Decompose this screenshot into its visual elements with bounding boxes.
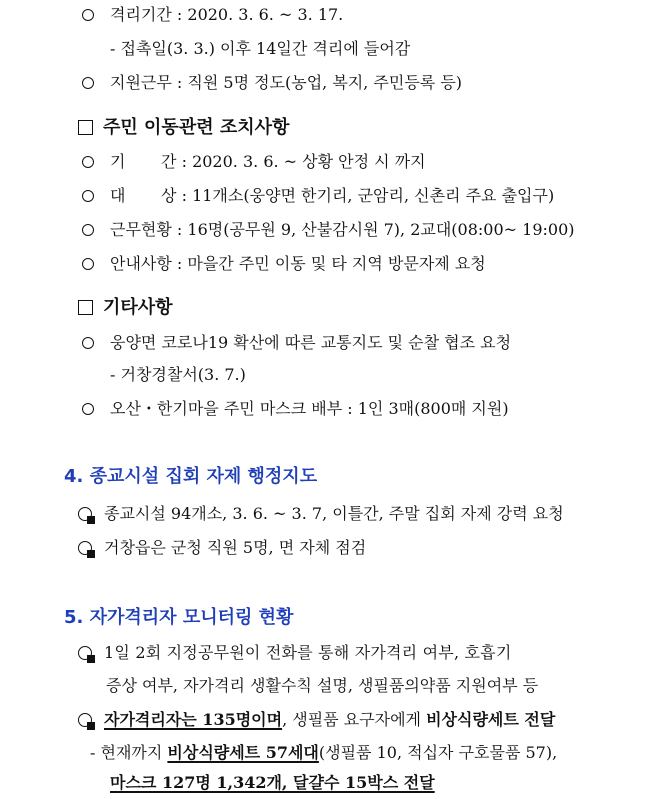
circle-bullet-icon (82, 77, 94, 89)
geochang-check-line: 거창읍은 군청 직원 5명, 면 자체 점검 (78, 538, 366, 558)
support-duty-line (82, 73, 462, 93)
support-duty-text: 지원근무 : 직원 5명 정도(농업, 복지, 주민등록 등) (110, 73, 463, 92)
section-5-title: 5. 자가격리자 모니터링 현황 (64, 607, 294, 628)
circle-bullet-icon (82, 337, 94, 349)
circle-bullet-icon (82, 9, 94, 21)
measure-target-line: 대 상 : 11개소(웅양면 한기리, 군암리, 신촌리 주요 출입구) (82, 186, 554, 206)
circle-bullet-icon (82, 224, 94, 236)
resident-movement-heading: 주민 이동관련 조치사항 (78, 118, 289, 138)
mask-egg-delivery-line: 마스크 127명 1,342개, 달걀수 15박스 전달 (110, 773, 435, 792)
work-status-line: 근무현황 : 16명(공무원 9, 산불감시원 7), 2교대(08:00~ 19:00) (82, 220, 575, 240)
circle-bullet-icon (82, 190, 94, 202)
supply-summary-line: - 현재까지 비상식량세트 57세대(생필품 10, 적십자 구호물품 57), (90, 743, 558, 762)
quarantine-count-line: 자가격리자는 135명이며, 생필품 요구자에게 비상식량세트 전달 (78, 710, 555, 730)
checkbox-square-icon (78, 300, 93, 315)
section-4-title: 4. 종교시설 집회 자제 행정지도 (64, 466, 318, 487)
guidance-line: 안내사항 : 마을간 주민 이동 및 타 지역 방문자제 요청 (82, 254, 486, 274)
shadow-circle-bullet-icon (78, 646, 92, 660)
circle-bullet-icon (82, 258, 94, 270)
shadow-circle-bullet-icon (78, 507, 92, 521)
contact-date-subline: - 접촉일(3. 3.) 이후 14일간 격리에 들어감 (110, 39, 411, 58)
quarantine-period-line (82, 5, 343, 25)
quarantine-period-text: 격리기간 : 2020. 3. 6. ~ 3. 17. (110, 5, 344, 24)
circle-bullet-icon (82, 403, 94, 415)
police-subline: - 거창경찰서(3. 7.) (110, 365, 246, 384)
circle-bullet-icon (82, 156, 94, 168)
mask-distribution-line: 오산・한기마을 주민 마스크 배부 : 1인 3매(800매 지원) (82, 399, 509, 419)
other-heading: 기타사항 (78, 298, 173, 318)
shadow-circle-bullet-icon (78, 541, 92, 555)
shadow-circle-bullet-icon (78, 713, 92, 727)
checkbox-square-icon (78, 120, 93, 135)
religious-facility-line: 종교시설 94개소, 3. 6. ~ 3. 7, 이틀간, 주말 집회 자제 강력 요청 (78, 504, 564, 524)
measure-period-line: 기 간 : 2020. 3. 6. ~ 상황 안정 시 까지 (82, 152, 426, 172)
monitoring-line-1: 1일 2회 지정공무원이 전화를 통해 자가격리 여부, 호흡기 (78, 643, 511, 663)
traffic-guidance-line: 웅양면 코로나19 확산에 따른 교통지도 및 순찰 협조 요청 (82, 333, 511, 353)
monitoring-line-2: 증상 여부, 자가격리 생활수칙 설명, 생필품의약품 지원여부 등 (106, 676, 539, 695)
